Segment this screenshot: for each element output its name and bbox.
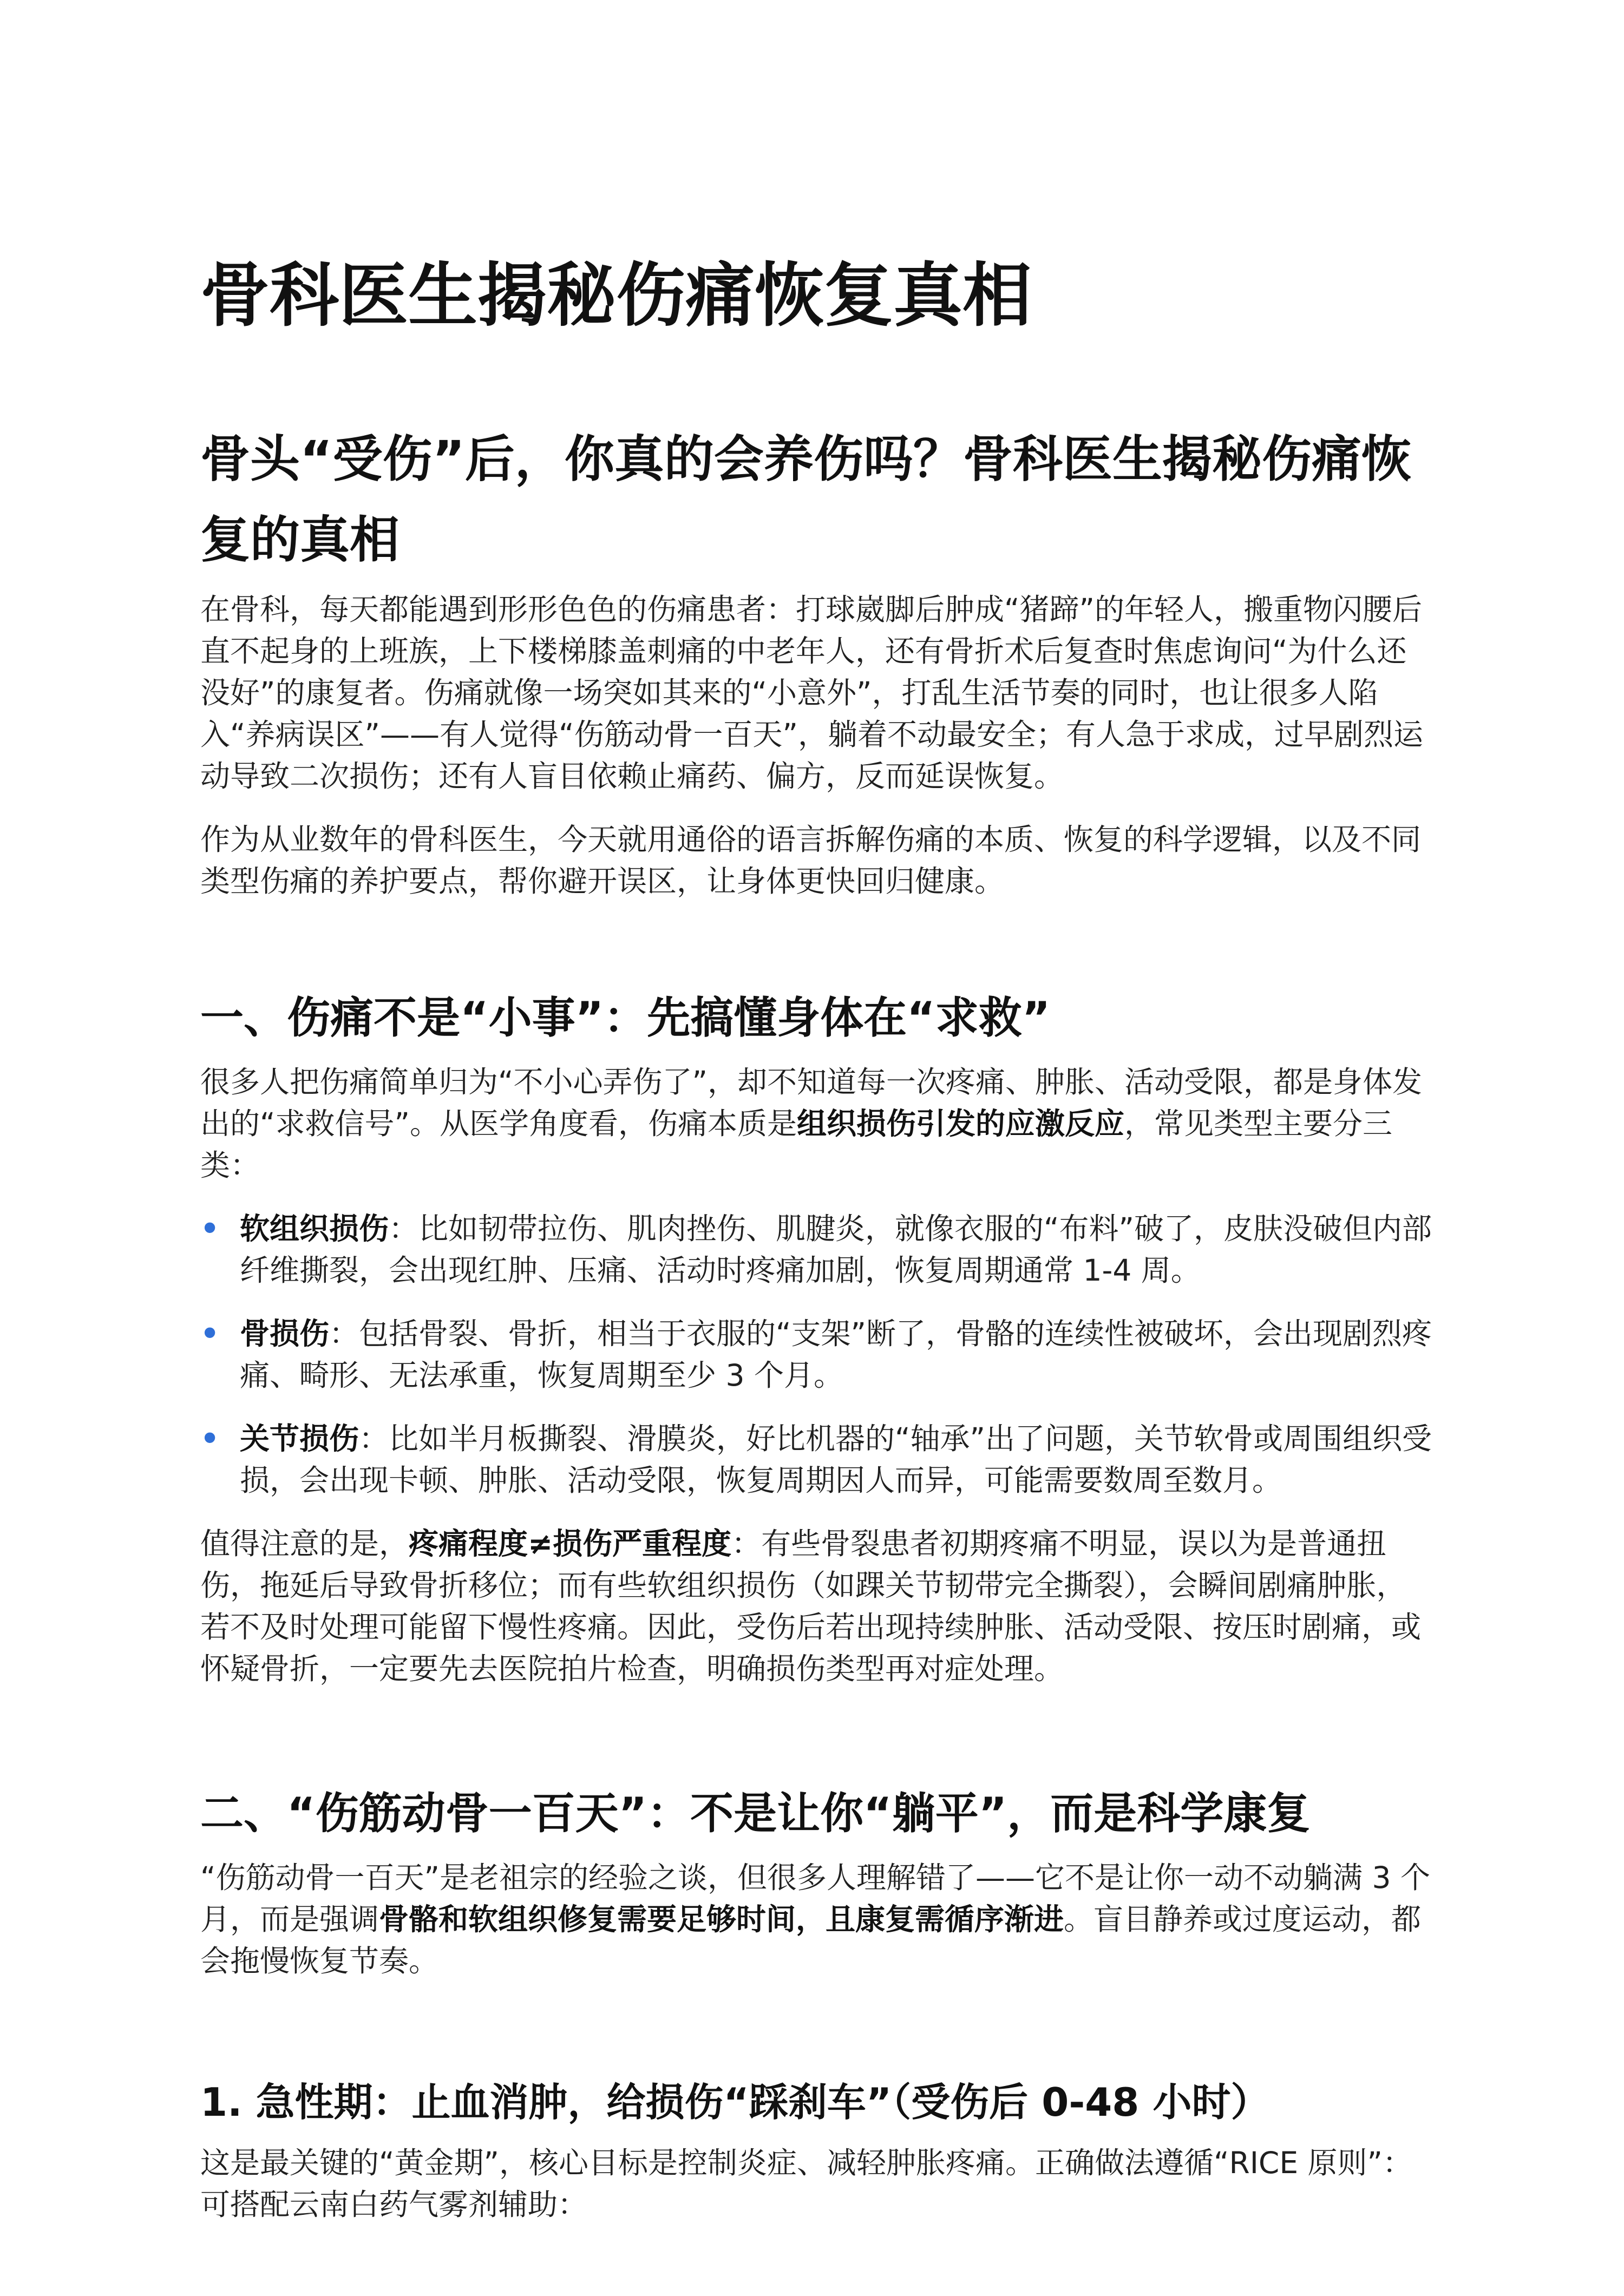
list-item-bone xyxy=(200,1313,1435,1396)
subsection-1-paragraph: 这是最关键的“黄金期”，核心目标是控制炎症、减轻肿胀疼痛。正确做法遵循“RICE 原则”：可搭配云南白药气雾剂辅助： xyxy=(200,2145,1413,2222)
section-1-paragraph-1 xyxy=(200,1061,1435,1186)
text-run: ，常见类型主要分三类： xyxy=(200,1106,1393,1183)
section-1-paragraph-2 xyxy=(200,1523,1435,1690)
article-headline: 骨头“受伤”后，你真的会养伤吗？骨科医生揭秘伤痛恢复的真相 xyxy=(200,430,1411,569)
text-run: 值得注意的是， xyxy=(200,1526,409,1561)
text-run: ：有些骨裂患者初期疼痛不明显，误以为是普通扭伤，拖延后导致骨折移位；而有些软组织损伤（如踝关节韧带完全撕裂），会瞬间剧痛肿胀，若不及时处理可能留下慢性疼痛。因此，受伤后若出现持续肿胀、活动受限、按压时剧痛，或怀疑骨折，一定要先去医院拍片检查，明确损伤类型再对症处理。 xyxy=(200,1526,1422,1686)
list-item-text: ：比如韧带拉伤、肌肉挫伤、肌腱炎，就像衣服的“布料”破了，皮肤没破但内部纤维撕裂，会出现红肿、压痛、活动时疼痛加剧，恢复周期通常 1-4 周。 xyxy=(240,1211,1432,1288)
bold-term: 骨损伤 xyxy=(240,1316,330,1351)
text-run: “伤筋动骨一百天”是老祖宗的经验之谈，但很多人理解错了——它不是让你一动不动躺满 3 个月，而是强调 xyxy=(200,1860,1430,1937)
bold-term: 软组织损伤 xyxy=(240,1211,389,1246)
list-item-text: ：比如半月板撕裂、滑膜炎，好比机器的“轴承”出了问题，关节软骨或周围组织受损，会出现卡顿、肿胀、活动受限，恢复周期因人而异，可能需要数周至数月。 xyxy=(240,1421,1432,1498)
bullet-icon: • xyxy=(200,1211,220,1246)
bold-text: 疼痛程度≠损伤严重程度 xyxy=(409,1526,732,1561)
bold-term: 关节损伤 xyxy=(240,1421,359,1456)
section-2-paragraph-1 xyxy=(200,1857,1435,1982)
bold-text: 组织损伤引发的应激反应 xyxy=(797,1106,1125,1141)
document-page xyxy=(200,254,1435,2226)
section-1-heading: 一、伤痛不是“小事”：先搞懂身体在“求救” xyxy=(200,992,1051,1043)
list-item-joint xyxy=(200,1418,1435,1501)
subsection-1-heading: 1. 急性期：止血消肿，给损伤“踩刹车”（受伤后 0-48 小时） xyxy=(200,2079,1270,2125)
bullet-icon: • xyxy=(200,1316,220,1351)
document-title: 骨科医生揭秘伤痛恢复真相 xyxy=(200,255,1032,336)
bullet-icon: • xyxy=(200,1421,220,1456)
intro-paragraph-1: 在骨科，每天都能遇到形形色色的伤痛患者：打球崴脚后肿成“猪蹄”的年轻人，搬重物闪腰后直不起身的上班族，上下楼梯膝盖刺痛的中老年人，还有骨折术后复查时焦虑询问“为什么还没好”的康复者。伤痛就像一场突如其来的“小意外”，打乱生活节奏的同时，也让很多人陷入“养病误区”——有人觉得“伤筋动骨一百天”，躺着不动最安全；有人急于求成，过早剧烈运动导致二次损伤；还有人盲目依赖止痛药、偏方，反而延误恢复。 xyxy=(200,592,1423,793)
section-2-heading: 二、“伤筋动骨一百天”：不是让你“躺平”，而是科学康复 xyxy=(200,1788,1311,1839)
text-run: 。盲目静养或过度运动，都会拖慢恢复节奏。 xyxy=(200,1901,1422,1978)
list-item-soft-tissue xyxy=(200,1208,1435,1291)
bold-text: 骨骼和软组织修复需要足够时间，且康复需循序渐进 xyxy=(379,1901,1064,1937)
text-run: 很多人把伤痛简单归为“不小心弄伤了”，却不知道每一次疼痛、肿胀、活动受限，都是身体发出的“求救信号”。从医学角度看，伤痛本质是 xyxy=(200,1064,1422,1141)
injury-type-list xyxy=(200,1208,1435,1501)
intro-paragraph-2: 作为从业数年的骨科医生，今天就用通俗的语言拆解伤痛的本质、恢复的科学逻辑，以及不同类型伤痛的养护要点，帮你避开误区，让身体更快回归健康。 xyxy=(200,822,1422,898)
list-item-text: ：包括骨裂、骨折，相当于衣服的“支架”断了，骨骼的连续性被破坏，会出现剧烈疼痛、畸形、无法承重，恢复周期至少 3 个月。 xyxy=(240,1316,1432,1393)
